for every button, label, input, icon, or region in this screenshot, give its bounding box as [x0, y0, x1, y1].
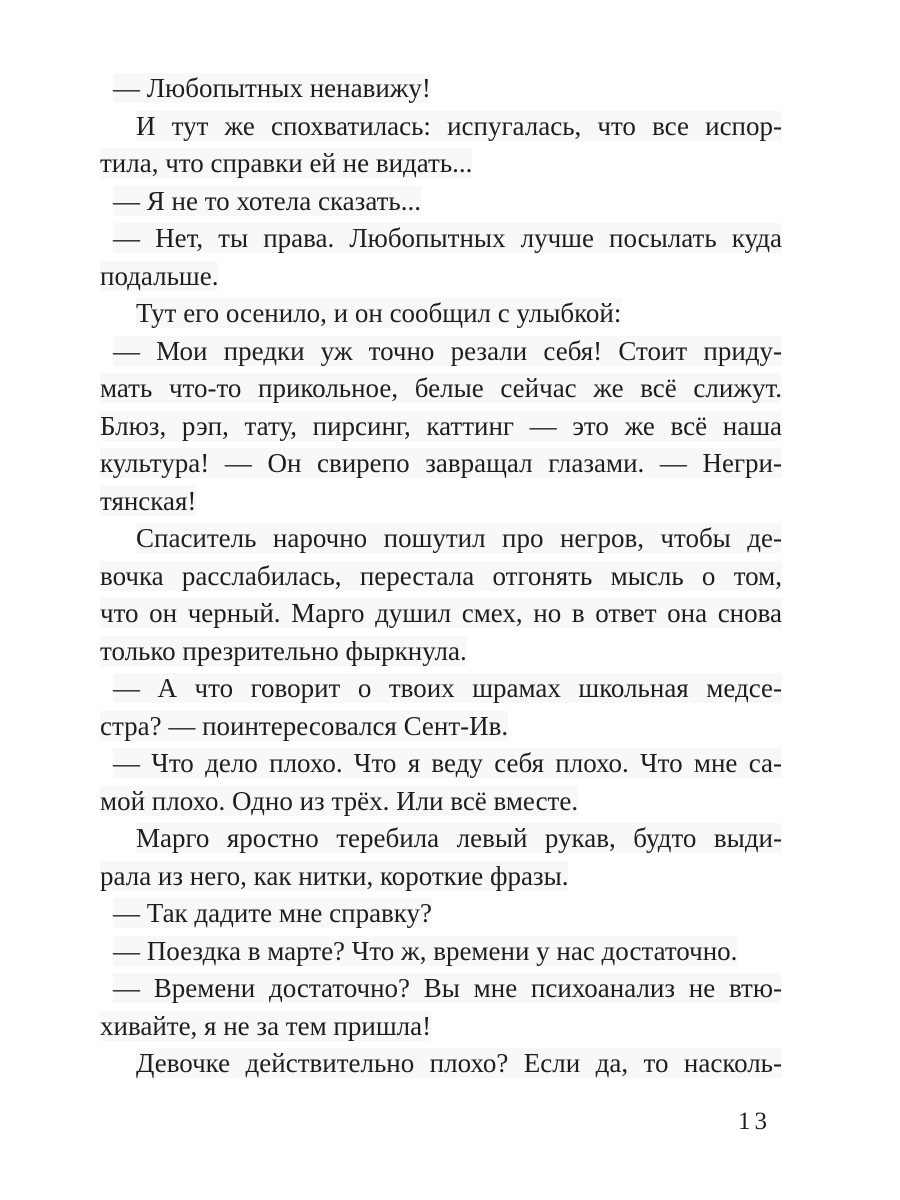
text-line: [100, 520, 782, 558]
text-line-content: Спаситель нарочно пошутил про негров, чтобы де-: [136, 523, 782, 553]
text-line-content: культура! — Он свирепо завращал глазами. — Негри-: [100, 448, 782, 478]
text-line-content: — Так дадите мне справку?: [113, 898, 433, 928]
text-line-content: — Я не то хотела сказать...: [113, 185, 421, 216]
text-line: [100, 370, 782, 408]
text-line-content: — Что дело плохо. Что я веду себя плохо. Что мне са-: [113, 748, 782, 778]
text-line: [100, 783, 782, 821]
text-line: [100, 558, 782, 596]
text-line-content: что он черный. Марго душил смех, но в ответ она снова: [100, 598, 782, 628]
text-line-content: И тут же спохватилась: испугалась, что все испор-: [136, 110, 782, 141]
text-line-content: — А что говорит о твоих шрамах школьная медсе-: [113, 673, 782, 703]
text-line-content: — Поездка в марте? Что ж, времени у нас достаточно.: [113, 935, 738, 966]
text-line: [100, 1045, 782, 1083]
text-line: [100, 858, 782, 896]
text-line: [100, 933, 782, 971]
text-line-content: Девочке действительно плохо? Если да, то насколь-: [136, 1048, 782, 1078]
text-line-content: только презрительно фыркнула.: [100, 635, 467, 666]
text-line-content: стра? — поинтересовался Сент-Ив.: [100, 710, 509, 741]
text-line: [100, 145, 782, 183]
text-line: [100, 820, 782, 858]
text-line: [100, 895, 782, 933]
text-line-content: подальше.: [100, 260, 219, 291]
text-line: [100, 633, 782, 671]
text-line-content: тила, что справки ей не видать...: [100, 148, 473, 178]
text-line: [100, 108, 782, 146]
text-line-content: — Любопытных ненавижу!: [113, 73, 431, 103]
text-line: [100, 258, 782, 296]
text-line-content: — Нет, ты права. Любопытных лучше посылать куда: [113, 223, 782, 253]
text-line-content: мой плохо. Одно из трёх. Или всё вместе.: [100, 785, 579, 816]
text-line-content: мать что-то прикольное, белые сейчас же всё слижут.: [100, 373, 782, 403]
text-line: [100, 1008, 782, 1046]
text-line: [100, 595, 782, 633]
text-line: [100, 483, 782, 521]
text-line: [100, 333, 782, 371]
text-line: [100, 70, 782, 108]
text-line: [100, 445, 782, 483]
page-number: 13: [738, 1108, 771, 1135]
text-line: [100, 408, 782, 446]
text-line: [100, 708, 782, 746]
text-line-content: Тут его осенило, и он сообщил с улыбкой:: [136, 298, 622, 328]
text-line-content: рала из него, как нитки, короткие фразы.: [100, 860, 569, 891]
text-line: [100, 670, 782, 708]
text-line-content: Блюз, рэп, тату, пирсинг, каттинг — это же всё наша: [100, 410, 782, 441]
text-line-content: тянская!: [100, 485, 197, 516]
text-line-content: — Времени достаточно? Вы мне психоанализ не втю-: [113, 973, 782, 1003]
text-line: [100, 970, 782, 1008]
text-line-content: вочка расслабилась, перестала отгонять мысль о том,: [100, 560, 782, 591]
text-line: [100, 295, 782, 333]
text-line-content: Марго яростно теребила левый рукав, будто выди-: [136, 823, 782, 853]
text-line: [100, 745, 782, 783]
text-line-content: хивайте, я не за тем пришла!: [100, 1010, 432, 1041]
text-line: [100, 183, 782, 221]
text-line: [100, 220, 782, 258]
page-text-block: [100, 70, 782, 1083]
text-line-content: — Мои предки уж точно резали себя! Стоит приду-: [113, 335, 782, 366]
